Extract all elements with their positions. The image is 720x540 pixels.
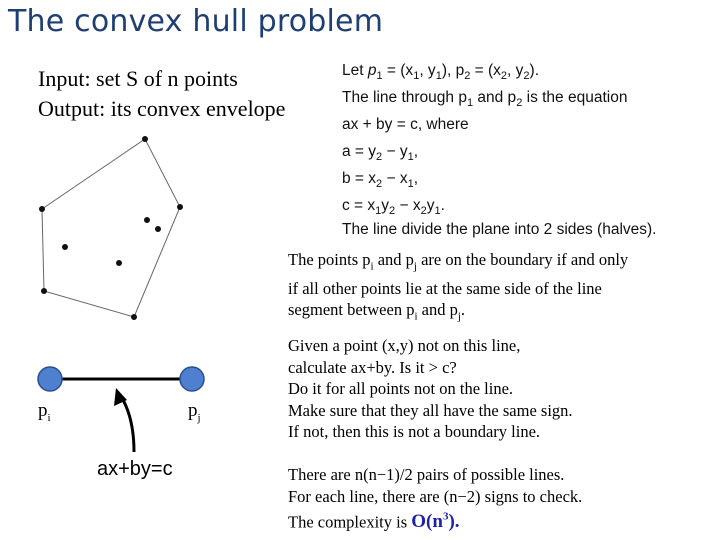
label-pi: $p_i$ — [38, 400, 51, 424]
node-pi — [38, 367, 62, 391]
node-pj — [180, 367, 204, 391]
convex-hull-figure — [20, 125, 280, 325]
input-text: Input: set S of n points — [38, 66, 238, 91]
inner-point — [155, 226, 161, 232]
boundary-paragraph: The points $p_i$ and $p_j$ are on the boundary if and only if all other points lie at the same side of the line segment between $p_i$ and $p_j$. — [288, 250, 629, 323]
complexity-paragraph: There are n(n−1)/2 pairs of possible lines. For each line, there are (n−2) signs to check. The complexity is $O(n^3)$. — [288, 465, 583, 533]
hull-point — [142, 136, 148, 142]
equation-label: ax+by=c — [97, 458, 173, 480]
formula-a: $a = y_2 - y_1$, — [342, 143, 419, 164]
formula-c: $c = x_1y_2 - x_2y_1$. — [342, 197, 445, 218]
hull-point — [131, 314, 137, 320]
inner-point — [144, 217, 150, 223]
slide-title: The convex hull problem — [8, 4, 384, 39]
curved-arrow-icon — [122, 398, 134, 452]
hull-point — [39, 206, 45, 212]
formula-line-through: The line through $p_1$ and $p_2$ is the equation — [342, 89, 628, 110]
formula-divide: The line divide the plane into 2 sides (halves). — [342, 221, 657, 238]
inner-point — [62, 244, 68, 250]
complexity-value: $O(n^3)$. — [411, 511, 460, 533]
output-text: Output: its convex envelope — [38, 96, 286, 121]
check-paragraph: Given a point (x,y) not on this line, calculate ax+by. Is it > c? Do it for all points not on the line. Make sure that they all have the same sign. If not, then this is not a boundary line. — [288, 336, 573, 441]
hull-point — [41, 288, 47, 294]
inner-point — [116, 260, 122, 266]
formula-b: $b = x_2 - x_1$, — [342, 170, 419, 191]
formula-let: Let $p_1 = (x_1$, $y_1$), $p_2 = (x_2$, $y_2$). — [342, 62, 540, 83]
hull-point — [177, 204, 183, 210]
formula-equation: ax + by = c, where — [342, 116, 469, 133]
label-pj: $p_j$ — [188, 400, 201, 424]
